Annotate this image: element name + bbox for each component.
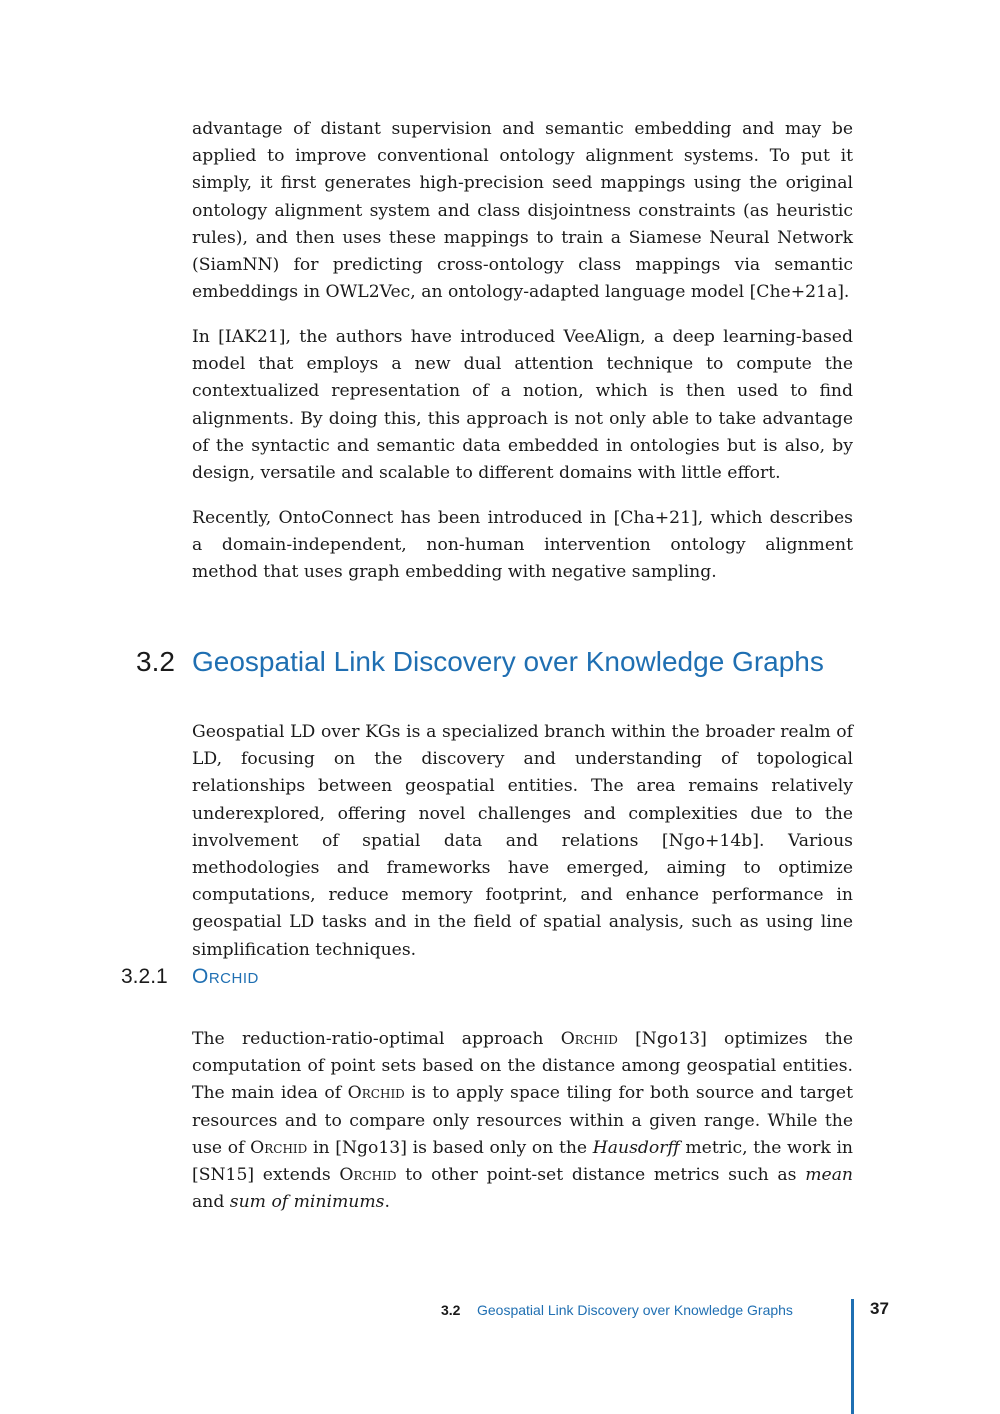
- text-run: .: [384, 1192, 390, 1213]
- orchid-term: Orchid: [250, 1137, 308, 1158]
- text-run: is to apply space tiling for both source and target resources and to compare only resources within a given range. While the use of: [192, 1083, 853, 1158]
- orchid-term: Orchid: [560, 1029, 618, 1049]
- footer-section-number: 3.2: [441, 1302, 461, 1318]
- paragraph-text: [192, 1026, 853, 1216]
- section-heading: Geospatial Link Discovery over Knowledge Graphs: [192, 646, 824, 677]
- paragraph-text: Recently, OntoConnect has been introduced in [Cha+21], which describes a domain-independent, non-human intervention ontology alignment method that uses graph embedding with negative sampling.: [192, 508, 853, 583]
- paragraph-geospatial-ld: [192, 719, 853, 964]
- footer-section-title: Geospatial Link Discovery over Knowledge Graphs: [477, 1302, 793, 1318]
- paragraph-text: In [IAK21], the authors have introduced VeeAlign, a deep learning-based model that employs a new dual attention technique to compute the contextualized representation of a notion, which is then used to find alignments. By doing this, this approach is not only able to take advantage of the syntactic and semantic data embedded in ontologies but is also, by design, versatile and scalable to different domains with little effort.: [192, 327, 853, 484]
- text-run: to other point-set distance metrics such as: [396, 1165, 806, 1186]
- text-run: metric, the work in [SN15] extends: [192, 1137, 854, 1186]
- hausdorff-term: Hausdorff: [592, 1137, 680, 1158]
- paragraph-text: Geospatial LD over KGs is a specialized branch within the broader realm of LD, focusing on the discovery and understanding of topological relationships between geospatial entities. The area remains relatively underexplored, offering novel challenges and complexities due to the involvement of spatial data and relations [Ngo+14b]. Various methodologies and frameworks have emerged, aiming to optimize computations, reduce memory footprint, and enhance performance in geospatial LD tasks and in the field of spatial analysis, such as using line simplification techniques.: [192, 722, 853, 960]
- text-run: [Ngo13] optimizes the computation of point sets based on the distance among geospatial entities. The main idea of: [192, 1029, 853, 1104]
- footer-divider: [851, 1299, 854, 1414]
- page-number: 37: [870, 1299, 889, 1318]
- paragraph-text: advantage of distant supervision and semantic embedding and may be applied to improve conventional ontology alignment systems. To put it simply, it first generates high-precision seed mappings using the original ontology alignment system and class disjointness constraints (as heuristic rules), and then uses these mappings to train a Siamese Neural Network (SiamNN) for predicting cross-ontology class mappings via semantic embeddings in OWL2Vec, an ontology-adapted language model [Che+21a].: [192, 119, 853, 303]
- section-number: 3.2: [136, 646, 175, 677]
- paragraph-siamnn: [192, 116, 853, 306]
- subsection-heading: Orchid: [192, 965, 259, 988]
- orchid-term: Orchid: [347, 1083, 405, 1104]
- paragraph-veealign: [192, 324, 853, 487]
- text-run: in [Ngo13] is based only on the: [307, 1137, 593, 1158]
- paragraph-orchid: [192, 1026, 853, 1216]
- text-run: and: [192, 1192, 230, 1213]
- mean-term: mean: [805, 1165, 854, 1186]
- orchid-term: Orchid: [339, 1165, 397, 1186]
- subsection-number: 3.2.1: [121, 965, 168, 988]
- sum-of-minimums-term: sum of minimums: [229, 1192, 385, 1213]
- text-run: The reduction-ratio-optimal approach: [192, 1029, 561, 1049]
- paragraph-ontoconnect: [192, 505, 853, 587]
